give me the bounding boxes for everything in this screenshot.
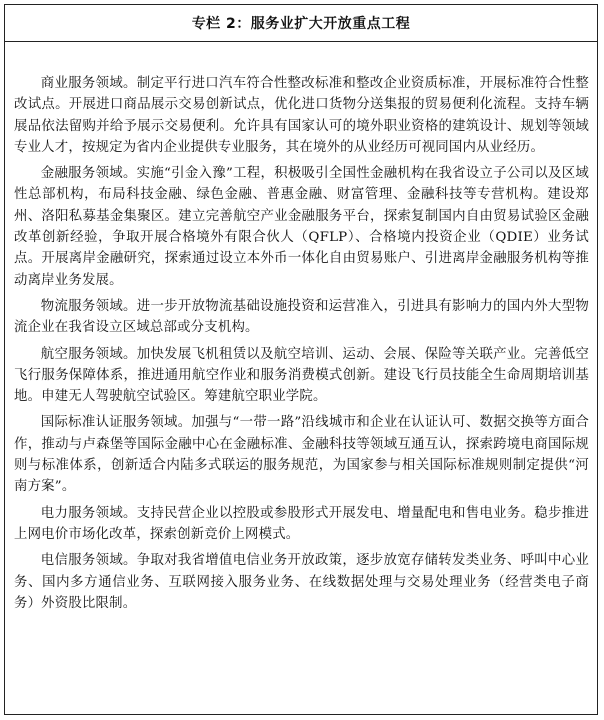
paragraph-aviation: 航空服务领域。加快发展飞机租赁以及航空培训、运动、会展、保险等关联产业。完善低空飞行服务保障体系，推进通用航空作业和服务消费模式创新。建设飞行员技能全生命周期培训基地。申建无人驾驶航空试验区。筹建航空职业学院。 — [14, 346, 589, 405]
box-content — [5, 42, 597, 614]
box-title: 专栏 2：服务业扩大开放重点工程 — [5, 5, 597, 42]
paragraph-standards-certification: 国际标准认证服务领域。加强与“一带一路”沿线城市和企业在认证认可、数据交换等方面合作，推动与卢森堡等国际金融中心在金融标准、金融科技等领域互通互认，探索跨境电商国际规则与标准体系，创新适合内陆多式联运的服务规范，为国家参与相关国际标准规则制定提供“河南方案”。 — [14, 415, 589, 495]
paragraph-telecom: 电信服务领域。争取对我省增值电信业务开放政策，逐步放宽存储转发类业务、呼叫中心业务、国内多方通信业务、互联网接入服务业务、在线数据处理与交易处理业务（经营类电子商务）外资股比限制。 — [14, 553, 589, 611]
paragraph-logistics: 物流服务领域。进一步开放物流基础设施投资和运营准入，引进具有影响力的国内外大型物流企业在我省设立区域总部或分支机构。 — [14, 298, 589, 336]
paragraph-electric-power: 电力服务领域。支持民营企业以控股或参股形式开展发电、增量配电和售电业务。稳步推进上网电价市场化改革，探索创新竞价上网模式。 — [14, 505, 589, 542]
special-column-box — [4, 4, 598, 715]
paragraph-finance: 金融服务领域。实施“引金入豫”工程，积极吸引全国性金融机构在我省设立子公司以及区域性总部机构，布局科技金融、绿色金融、普惠金融、财富管理、金融科技等专营机构。建设郑州、洛阳私募基金集聚区。建立完善航空产业金融服务平台，探索复制国内自由贸易试验区金融改革创新经验，争取开展合格境外有限合伙人（QFLP）、合格境内投资企业（QDIE）业务试点。开展离岸金融研究，探索通过设立本外币一体化自由贸易账户、引进离岸金融服务机构等推动离岸业务发展。 — [14, 166, 589, 288]
paragraph-commerce: 商业服务领域。制定平行进口汽车符合性整改标准和整改企业资质标准，开展标准符合性整改试点。开展进口商品展示交易创新试点，优化进口货物分送集报的贸易便利化流程。支持车辆展品依法留购并给予展示交易便利。允许具有国家认可的境外职业资格的建筑设计、规划等领域专业人才，按规定为省内企业提供专业服务，其在境外的从业经历可视同国内从业经历。 — [14, 76, 589, 155]
